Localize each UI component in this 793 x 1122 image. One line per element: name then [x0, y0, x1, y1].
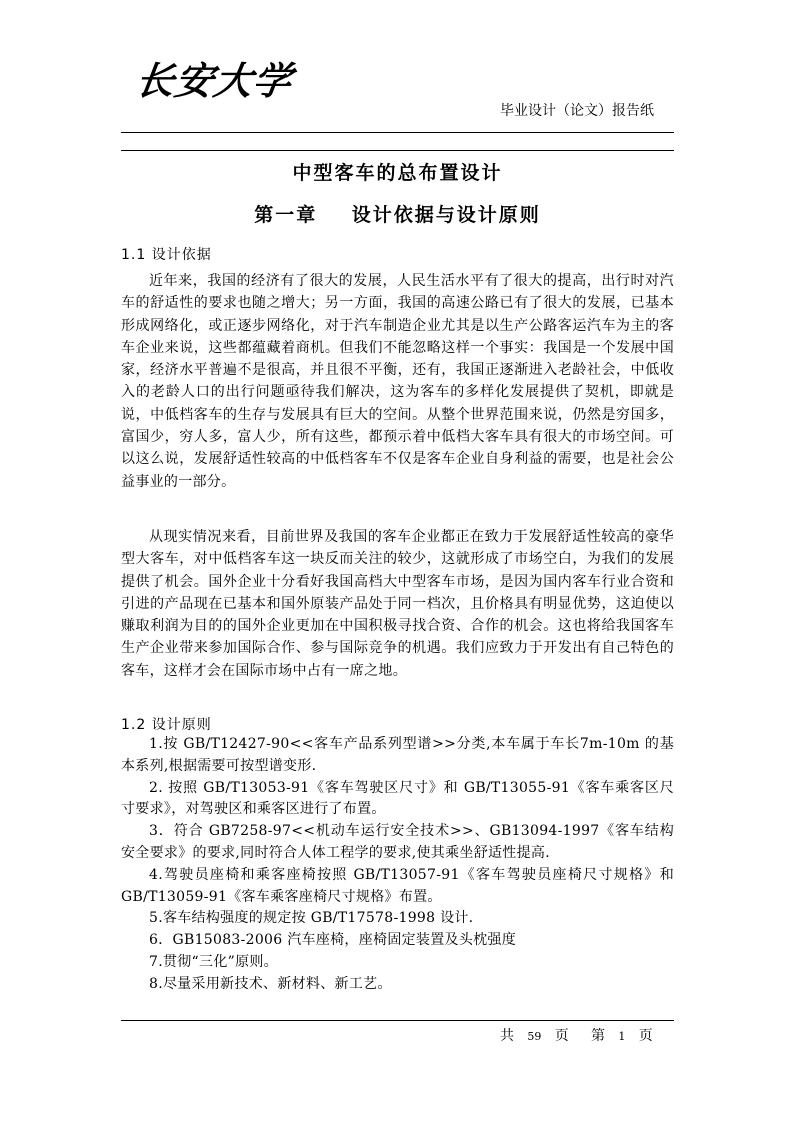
document-title: 中型客车的总布置设计 [292, 162, 503, 184]
list-item: 1.按 GB/T12427-90<<客车产品系列型谱>>分类,本车属于车长7m-10m 的基本系列,根据需要可按型谱变形. [121, 736, 674, 774]
footer-current-label: 第 [590, 1028, 605, 1044]
list-item: 8.尽量采用新技术、新材料、新工艺。 [149, 975, 392, 992]
total-pages: 59 [527, 1030, 542, 1043]
chapter-title [121, 200, 674, 227]
list-item: 4.驾驶员座椅和乘客座椅按照 GB/T13057-91《客车驾驶员座椅尺寸规格》和 GB/T13059-91《客车乘客座椅尺寸规格》布置。 [121, 866, 674, 905]
footer-total-label: 共 [500, 1028, 514, 1044]
current-page: 1 [618, 1030, 626, 1043]
footer-page-unit: 页 [554, 1028, 569, 1044]
report-paper-label: 毕业设计（论文）报告纸 [500, 103, 654, 119]
list-item: 7.贯彻“三化”原则。 [149, 953, 278, 970]
footer-current-unit: 页 [638, 1028, 653, 1044]
list-item: 6．GB15083-2006 汽车座椅，座椅固定装置及头枕强度 [149, 932, 517, 949]
header-rule-top [121, 132, 674, 133]
section-heading-1-1: 1.1 设计依据 [121, 247, 212, 263]
chapter-name: 设计依据与设计原则 [351, 204, 541, 226]
header-rule-bottom [121, 150, 674, 151]
page-footer [500, 1025, 653, 1045]
chapter-label: 第一章 [254, 204, 318, 226]
list-item: 3．符合 GB7258-97<<机动车运行安全技术>>、GB13094-1997《客车结构安全要求》的要求,同时符合人体工程学的要求,使其乘坐舒适性提高. [121, 823, 674, 861]
list-item: 5.客车结构强度的规定按 GB/T17578-1998 设计. [149, 910, 474, 927]
list-item: 2. 按照 GB/T13053-91《客车驾驶区尺寸》和 GB/T13055-91《客车乘客区尺寸要求》，对驾驶区和乘客区进行了布置。 [121, 779, 674, 818]
section-heading-1-2: 1.2 设计原则 [121, 717, 212, 733]
design-principles-list [121, 734, 674, 996]
university-logo: 长安大学 [132, 58, 296, 103]
body-paragraph: 近年来，我国的经济有了很大的发展，人民生活水平有了很大的提高，出行时对汽车的舒适性的要求也随之增大；另一方面，我国的高速公路已有了很大的发展，已基本形成网络化，或正逐步网络化，对于汽车制造企业尤其是以生产公路客运汽车为主的客车企业来说，这些都蕴藏着商机。但我们不能忽略这样一个事实：我国是一个发展中国家，经济水平普遍不是很高，并且很不平衡，还有，我国正逐渐进入老龄社会，中低收入的老龄人口的出行问题亟待我们解决，这为客车的多样化发展提供了契机，即就是说，中低档客车的生存与发展具有巨大的空间。从整个世界范围来说，仍然是穷国多，富国少，穷人多，富人少，所有这些，都预示着中低档大客车具有很大的市场空间。可以这么说，发展舒适性较高的中低档客车不仅是客车企业自身利益的需要，也是社会公益事业的一部分。 [121, 273, 674, 490]
body-paragraph: 从现实情况来看，目前世界及我国的客车企业都正在致力于发展舒适性较高的豪华型大客车，对中低档客车这一块反而关注的较少，这就形成了市场空白，为我们的发展提供了机会。国外企业十分看好我国高档大中型客车市场，是因为国内客车行业合资和引进的产品现在已基本和国外原装产品处于同一档次，且价格具有明显优势，这迫使以赚取利润为目的的国外企业更加在中国积极寻找合资、合作的机会。这也将给我国客车生产企业带来参加国际合作、参与国际竞争的机遇。我们应致力于开发出有自己特色的客车，这样才会在国际市场中占有一席之地。 [121, 529, 674, 679]
footer-rule [121, 1020, 674, 1021]
